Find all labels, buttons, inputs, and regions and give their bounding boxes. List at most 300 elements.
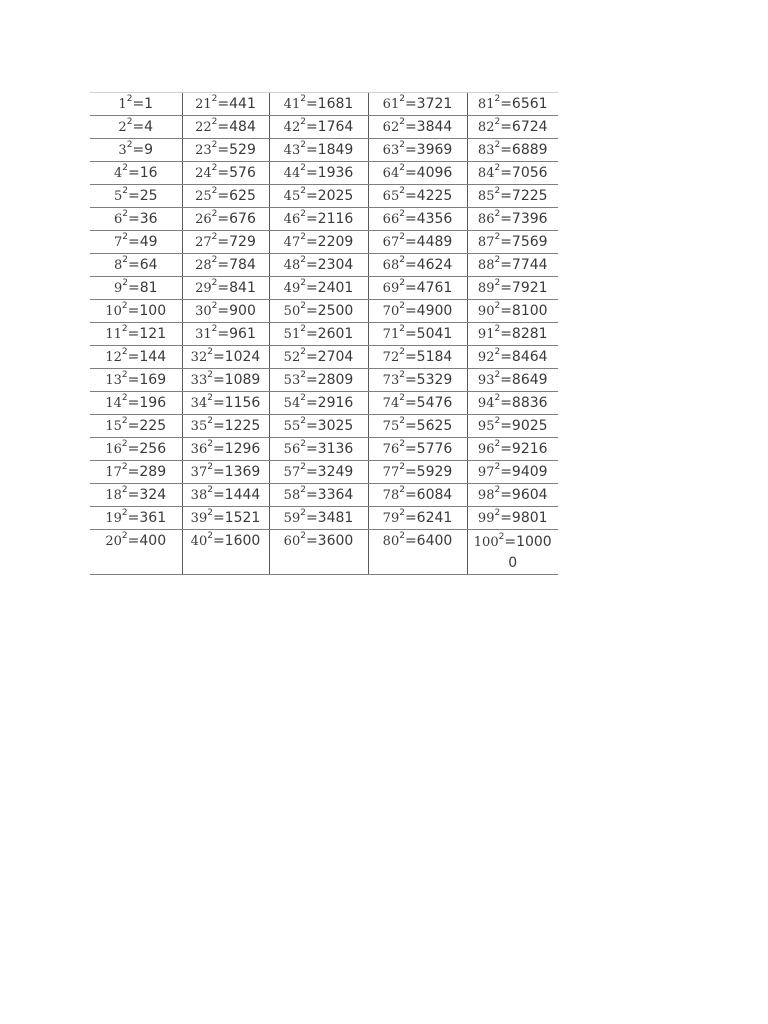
table-row <box>90 346 558 369</box>
square-value: =576 <box>217 164 256 181</box>
base-number: 68 <box>382 257 400 273</box>
base-number: 48 <box>283 257 301 273</box>
square-value: =7396 <box>500 210 548 227</box>
square-cell <box>467 277 558 300</box>
square-value: =3844 <box>404 118 453 135</box>
base-number: 10 <box>105 303 122 319</box>
base-number: 57 <box>283 464 301 480</box>
square-value: =1089 <box>212 371 261 388</box>
square-cell <box>467 116 558 139</box>
square-cell <box>90 392 182 415</box>
exponent: 2 <box>494 254 501 265</box>
exponent: 2 <box>211 116 218 127</box>
square-cell <box>467 185 558 208</box>
square-value: =8100 <box>500 302 548 319</box>
square-value: =6241 <box>404 509 453 526</box>
square-cell <box>269 116 368 139</box>
square-value: =6724 <box>500 118 548 135</box>
exponent: 2 <box>300 346 306 357</box>
square-value: =1681 <box>305 95 354 112</box>
base-number: 75 <box>382 418 400 434</box>
table-row <box>90 231 558 254</box>
square-cell <box>90 369 182 392</box>
base-number: 52 <box>283 349 301 365</box>
exponent: 2 <box>494 323 501 334</box>
base-number: 61 <box>382 96 400 112</box>
exponent: 2 <box>399 507 405 518</box>
base-number: 21 <box>195 96 212 112</box>
exponent: 2 <box>494 415 501 426</box>
square-value: =225 <box>127 417 167 434</box>
square-value: =4489 <box>404 233 453 250</box>
square-value: =121 <box>127 325 167 342</box>
exponent: 2 <box>207 507 213 518</box>
base-number: 90 <box>477 303 495 319</box>
square-value: =256 <box>127 440 167 457</box>
square-value: =1849 <box>305 141 354 158</box>
exponent: 2 <box>122 208 128 219</box>
square-cell <box>182 369 269 392</box>
exponent: 2 <box>494 392 501 403</box>
base-number: 78 <box>382 487 400 503</box>
exponent: 2 <box>399 369 405 380</box>
exponent: 2 <box>211 185 218 196</box>
square-cell <box>368 139 467 162</box>
base-number: 25 <box>195 188 212 204</box>
square-value: =2500 <box>305 302 354 319</box>
exponent: 2 <box>300 461 306 472</box>
square-value: =9216 <box>500 440 548 457</box>
square-value: =9 <box>132 141 154 158</box>
square-cell <box>368 116 467 139</box>
exponent: 2 <box>121 300 128 311</box>
exponent: 2 <box>494 438 501 449</box>
base-number: 71 <box>382 326 400 342</box>
square-cell <box>269 461 368 484</box>
square-cell <box>467 507 558 530</box>
base-number: 28 <box>195 257 212 273</box>
table-row <box>90 208 558 231</box>
base-number: 31 <box>195 326 212 342</box>
base-number: 50 <box>283 303 301 319</box>
square-cell <box>90 415 182 438</box>
square-value: =441 <box>217 95 256 112</box>
square-value: =4096 <box>404 164 453 181</box>
exponent: 2 <box>207 346 213 357</box>
square-value: =841 <box>217 279 256 296</box>
square-value: =1600 <box>212 533 261 549</box>
square-value: =1936 <box>305 164 354 181</box>
square-value: =9604 <box>500 486 548 503</box>
square-value: =7056 <box>500 164 548 181</box>
exponent: 2 <box>300 116 306 127</box>
square-value: =6084 <box>404 486 453 503</box>
square-cell <box>182 139 269 162</box>
square-value: =3136 <box>305 440 354 457</box>
base-number: 67 <box>382 234 400 250</box>
square-value: =8281 <box>500 325 548 342</box>
square-cell <box>90 231 182 254</box>
exponent: 2 <box>121 507 128 518</box>
square-value: =1 <box>132 95 154 112</box>
table-row <box>90 530 558 575</box>
exponent: 2 <box>399 484 405 495</box>
exponent: 2 <box>300 369 306 380</box>
base-number: 1 <box>118 96 127 112</box>
square-cell <box>368 208 467 231</box>
exponent: 2 <box>207 438 213 449</box>
square-cell <box>269 392 368 415</box>
exponent: 2 <box>126 93 133 104</box>
exponent: 2 <box>399 531 405 542</box>
square-value: =9409 <box>500 463 548 480</box>
base-number: 32 <box>190 349 208 365</box>
exponent: 2 <box>399 438 405 449</box>
square-cell <box>182 162 269 185</box>
table-row <box>90 277 558 300</box>
square-cell <box>90 300 182 323</box>
base-number: 98 <box>477 487 495 503</box>
exponent: 2 <box>300 438 306 449</box>
square-value: =196 <box>127 394 167 411</box>
base-number: 41 <box>283 96 301 112</box>
exponent: 2 <box>399 208 405 219</box>
square-value: =5776 <box>404 440 453 457</box>
square-value: =7569 <box>500 233 548 250</box>
base-number: 83 <box>477 142 495 158</box>
square-value: =4225 <box>404 187 453 204</box>
square-value: =5041 <box>404 325 453 342</box>
base-number: 82 <box>477 119 495 135</box>
base-number: 53 <box>283 372 301 388</box>
base-number: 27 <box>195 234 212 250</box>
square-cell <box>182 530 269 575</box>
exponent: 2 <box>300 208 306 219</box>
exponent: 2 <box>300 93 306 104</box>
base-number: 65 <box>382 188 400 204</box>
base-number: 55 <box>283 418 301 434</box>
exponent: 2 <box>300 139 306 150</box>
base-number: 54 <box>283 395 301 411</box>
square-value: =8836 <box>500 394 548 411</box>
square-value: =484 <box>217 118 256 135</box>
base-number: 46 <box>283 211 301 227</box>
table-row <box>90 116 558 139</box>
base-number: 88 <box>477 257 495 273</box>
base-number: 73 <box>382 372 400 388</box>
square-value: =3600 <box>305 533 354 549</box>
exponent: 2 <box>399 185 405 196</box>
square-value: =1369 <box>212 463 261 480</box>
exponent: 2 <box>122 185 128 196</box>
exponent: 2 <box>300 277 306 288</box>
exponent: 2 <box>122 277 128 288</box>
base-number: 86 <box>477 211 495 227</box>
exponent: 2 <box>121 531 128 542</box>
exponent: 2 <box>494 300 501 311</box>
base-number: 19 <box>105 510 122 526</box>
square-cell <box>269 438 368 461</box>
base-number: 5 <box>113 188 123 204</box>
square-cell <box>467 208 558 231</box>
squares-table-body <box>90 93 558 575</box>
square-cell <box>269 162 368 185</box>
base-number: 91 <box>477 326 495 342</box>
square-value: =5929 <box>404 463 453 480</box>
exponent: 2 <box>300 254 306 265</box>
exponent: 2 <box>126 116 133 127</box>
exponent: 2 <box>494 93 501 104</box>
exponent: 2 <box>207 392 213 403</box>
base-number: 2 <box>118 119 127 135</box>
exponent: 2 <box>207 415 213 426</box>
square-value: =6561 <box>500 95 548 112</box>
square-value: =9025 <box>500 417 548 434</box>
base-number: 17 <box>105 464 122 480</box>
square-value: =3364 <box>305 486 354 503</box>
base-number: 34 <box>190 395 208 411</box>
table-row <box>90 254 558 277</box>
base-number: 59 <box>283 510 301 526</box>
square-cell <box>467 346 558 369</box>
square-value: =5329 <box>404 371 453 388</box>
base-number: 74 <box>382 395 400 411</box>
square-cell <box>467 484 558 507</box>
base-number: 22 <box>195 119 212 135</box>
base-number: 56 <box>283 441 301 457</box>
square-cell <box>182 484 269 507</box>
exponent: 2 <box>399 116 405 127</box>
base-number: 87 <box>477 234 495 250</box>
square-cell <box>467 530 558 575</box>
square-value: =4356 <box>404 210 453 227</box>
base-number: 58 <box>283 487 301 503</box>
base-number: 96 <box>477 441 495 457</box>
exponent: 2 <box>300 300 306 311</box>
square-cell <box>269 323 368 346</box>
exponent: 2 <box>300 392 306 403</box>
square-cell <box>90 93 182 116</box>
base-number: 70 <box>382 303 400 319</box>
exponent: 2 <box>207 484 213 495</box>
square-value: =961 <box>217 325 256 342</box>
base-number: 66 <box>382 211 400 227</box>
square-cell <box>269 369 368 392</box>
square-cell <box>182 461 269 484</box>
square-cell <box>467 392 558 415</box>
square-cell <box>368 507 467 530</box>
square-cell <box>368 277 467 300</box>
exponent: 2 <box>211 323 218 334</box>
exponent: 2 <box>121 323 128 334</box>
base-number: 8 <box>113 257 123 273</box>
square-value: =81 <box>127 279 158 296</box>
exponent: 2 <box>399 392 405 403</box>
exponent: 2 <box>211 93 218 104</box>
exponent: 2 <box>211 208 218 219</box>
square-cell <box>368 530 467 575</box>
base-number: 77 <box>382 464 400 480</box>
squares-table <box>90 92 558 575</box>
exponent: 2 <box>498 532 505 543</box>
table-row <box>90 484 558 507</box>
square-cell <box>182 185 269 208</box>
square-cell <box>368 484 467 507</box>
square-cell <box>269 185 368 208</box>
exponent: 2 <box>207 531 213 542</box>
square-cell <box>269 254 368 277</box>
square-cell <box>182 507 269 530</box>
square-value: =2916 <box>305 394 354 411</box>
exponent: 2 <box>494 507 501 518</box>
base-number: 40 <box>190 534 208 549</box>
exponent: 2 <box>211 231 218 242</box>
square-value: =400 <box>127 533 167 549</box>
square-cell <box>269 415 368 438</box>
exponent: 2 <box>494 185 501 196</box>
square-cell <box>368 254 467 277</box>
exponent: 2 <box>399 139 405 150</box>
table-row <box>90 415 558 438</box>
base-number: 94 <box>477 395 495 411</box>
base-number: 12 <box>105 349 122 365</box>
square-value: =324 <box>127 486 167 503</box>
square-value: =1521 <box>212 509 261 526</box>
square-value: =2809 <box>305 371 354 388</box>
square-value: =625 <box>217 187 256 204</box>
exponent: 2 <box>300 231 306 242</box>
square-cell <box>467 139 558 162</box>
square-value: =9801 <box>500 509 548 526</box>
square-value: =1296 <box>212 440 261 457</box>
square-cell <box>182 323 269 346</box>
square-cell <box>368 93 467 116</box>
exponent: 2 <box>121 369 128 380</box>
square-cell <box>467 323 558 346</box>
square-value: =1024 <box>212 348 261 365</box>
square-value: =2209 <box>305 233 354 250</box>
square-cell <box>90 507 182 530</box>
base-number: 64 <box>382 165 400 181</box>
exponent: 2 <box>399 415 405 426</box>
exponent: 2 <box>399 162 405 173</box>
square-cell <box>182 300 269 323</box>
square-cell <box>467 438 558 461</box>
table-row <box>90 93 558 116</box>
square-value: =2704 <box>305 348 354 365</box>
square-cell <box>269 484 368 507</box>
square-cell <box>90 116 182 139</box>
base-number: 45 <box>283 188 301 204</box>
base-number: 35 <box>190 418 208 434</box>
exponent: 2 <box>399 231 405 242</box>
base-number: 7 <box>113 234 123 250</box>
square-value: =1444 <box>212 486 261 503</box>
square-value: =6400 <box>404 533 453 549</box>
square-cell <box>182 116 269 139</box>
base-number: 79 <box>382 510 400 526</box>
square-value: =900 <box>217 302 256 319</box>
base-number: 89 <box>477 280 495 296</box>
exponent: 2 <box>300 531 306 542</box>
exponent: 2 <box>399 323 405 334</box>
base-number: 33 <box>190 372 208 388</box>
square-cell <box>269 277 368 300</box>
square-cell <box>467 300 558 323</box>
exponent: 2 <box>207 461 213 472</box>
exponent: 2 <box>300 484 306 495</box>
exponent: 2 <box>494 208 501 219</box>
exponent: 2 <box>121 346 128 357</box>
square-value: =2401 <box>305 279 354 296</box>
square-value: =64 <box>127 256 158 273</box>
square-value: =5476 <box>404 394 453 411</box>
base-number: 72 <box>382 349 400 365</box>
table-row <box>90 300 558 323</box>
square-cell <box>90 139 182 162</box>
exponent: 2 <box>300 185 306 196</box>
square-value: =10000 <box>504 534 552 571</box>
base-number: 26 <box>195 211 212 227</box>
base-number: 84 <box>477 165 495 181</box>
exponent: 2 <box>122 162 128 173</box>
square-cell <box>90 438 182 461</box>
square-value: =3249 <box>305 463 354 480</box>
square-cell <box>368 369 467 392</box>
base-number: 62 <box>382 119 400 135</box>
square-cell <box>467 461 558 484</box>
square-cell <box>90 208 182 231</box>
square-value: =676 <box>217 210 256 227</box>
base-number: 81 <box>477 96 495 112</box>
table-row <box>90 392 558 415</box>
exponent: 2 <box>211 254 218 265</box>
base-number: 29 <box>195 280 212 296</box>
square-cell <box>182 231 269 254</box>
square-cell <box>90 277 182 300</box>
exponent: 2 <box>494 484 501 495</box>
exponent: 2 <box>494 369 501 380</box>
base-number: 42 <box>283 119 301 135</box>
base-number: 85 <box>477 188 495 204</box>
square-cell <box>269 208 368 231</box>
square-value: =3969 <box>404 141 453 158</box>
table-row <box>90 323 558 346</box>
base-number: 93 <box>477 372 495 388</box>
square-value: =3025 <box>305 417 354 434</box>
square-cell <box>182 392 269 415</box>
square-value: =4624 <box>404 256 453 273</box>
square-value: =7225 <box>500 187 548 204</box>
exponent: 2 <box>211 139 218 150</box>
exponent: 2 <box>122 231 128 242</box>
table-row <box>90 461 558 484</box>
base-number: 11 <box>105 326 122 342</box>
exponent: 2 <box>211 277 218 288</box>
base-number: 16 <box>105 441 122 457</box>
base-number: 13 <box>105 372 122 388</box>
base-number: 38 <box>190 487 208 503</box>
base-number: 44 <box>283 165 301 181</box>
square-value: =784 <box>217 256 256 273</box>
square-value: =8464 <box>500 348 548 365</box>
square-value: =25 <box>127 187 158 204</box>
square-cell <box>182 277 269 300</box>
table-row <box>90 369 558 392</box>
square-cell <box>182 415 269 438</box>
square-cell <box>90 530 182 575</box>
square-cell <box>90 185 182 208</box>
